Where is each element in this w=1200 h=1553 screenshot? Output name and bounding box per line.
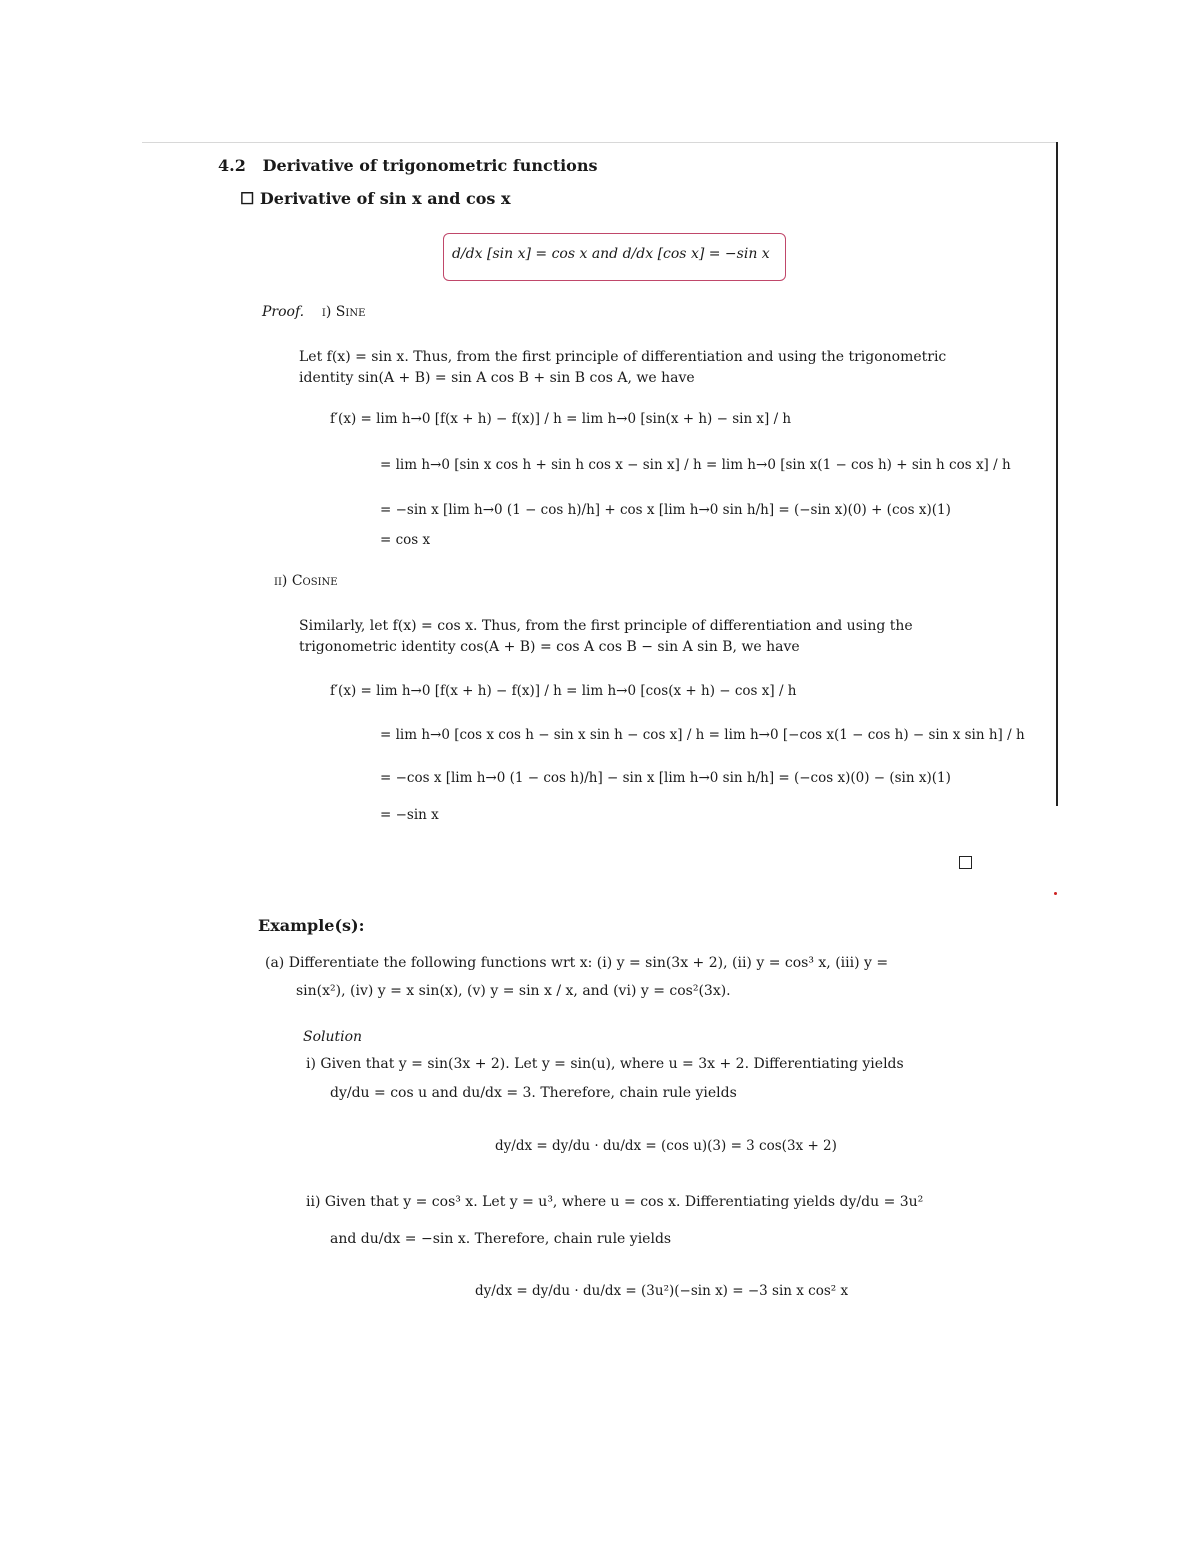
subsection-heading <box>240 189 510 208</box>
sine-label: i) Sine <box>321 304 366 320</box>
solution-ii-equation: dy/dx = dy/du · du/dx = (3u²)(−sin x) = −3 sin x cos² x <box>475 1283 849 1299</box>
cosine-intro-2: trigonometric identity cos(A + B) = cos A cos B − sin A sin B, we have <box>299 639 800 655</box>
examples-heading: Example(s): <box>258 916 365 935</box>
boxed-formula: d/dx [sin x] = cos x and d/dx [cos x] = −sin x <box>452 246 770 262</box>
sine-eq-line-2: = lim h→0 [sin x cos h + sin h cos x − sin x] / h = lim h→0 [sin x(1 − cos h) + sin h cos x] / h <box>380 457 1011 473</box>
cosine-eq-line-2: = lim h→0 [cos x cos h − sin x sin h − cos x] / h = lim h→0 [−cos x(1 − cos h) − sin x sin h] / h <box>380 727 1025 743</box>
solution-ii-line-2: and du/dx = −sin x. Therefore, chain rule yields <box>330 1231 672 1247</box>
sine-eq-line-4: = cos x <box>380 532 431 548</box>
section-number: 4.2 <box>218 156 246 175</box>
section-heading <box>218 156 597 175</box>
qed-square-icon <box>959 856 972 869</box>
cosine-intro-1: Similarly, let f(x) = cos x. Thus, from the first principle of differentiation and using the <box>299 618 913 634</box>
page-frame-top <box>142 142 1058 143</box>
example-a-line-2: sin(x²), (iv) y = x sin(x), (v) y = sin x / x, and (vi) y = cos²(3x). <box>296 983 731 999</box>
proof-header <box>262 302 365 322</box>
sine-intro-1: Let f(x) = sin x. Thus, from the first principle of differentiation and using the trigonometric <box>299 349 947 365</box>
cosine-label: ii) Cosine <box>274 573 338 589</box>
sine-eq-line-3: = −sin x [lim h→0 (1 − cos h)/h] + cos x [lim h→0 sin h/h] = (−sin x)(0) + (cos x)(1) <box>380 502 951 518</box>
solution-ii-line-1: ii) Given that y = cos³ x. Let y = u³, where u = cos x. Differentiating yields dy/du = 3u² <box>306 1194 924 1210</box>
solution-i-line-2: dy/du = cos u and du/dx = 3. Therefore, chain rule yields <box>330 1085 737 1101</box>
section-title: Derivative of trigonometric functions <box>262 156 598 175</box>
cosine-eq-line-4: = −sin x <box>380 807 439 823</box>
sine-intro-2: identity sin(A + B) = sin A cos B + sin B cos A, we have <box>299 370 695 386</box>
sine-eq-line-1: f′(x) = lim h→0 [f(x + h) − f(x)] / h = lim h→0 [sin(x + h) − sin x] / h <box>330 411 792 427</box>
checkbox-icon: ☐ <box>240 189 255 208</box>
solution-i-line-1: i) Given that y = sin(3x + 2). Let y = sin(u), where u = 3x + 2. Differentiating yields <box>306 1056 904 1072</box>
solution-i-equation: dy/dx = dy/du · du/dx = (cos u)(3) = 3 cos(3x + 2) <box>495 1138 837 1154</box>
page-frame-right <box>1056 142 1058 806</box>
proof-label: Proof. <box>262 304 305 320</box>
cosine-eq-line-3: = −cos x [lim h→0 (1 − cos h)/h] − sin x [lim h→0 sin h/h] = (−cos x)(0) − (sin x)(1) <box>380 770 951 786</box>
example-a-line-1: (a) Differentiate the following functions wrt x: (i) y = sin(3x + 2), (ii) y = cos³ x, (iii) y = <box>265 955 889 971</box>
subsection-title: Derivative of sin x and cos x <box>259 189 511 208</box>
solution-label: Solution <box>303 1029 363 1045</box>
cosine-eq-line-1: f′(x) = lim h→0 [f(x + h) − f(x)] / h = lim h→0 [cos(x + h) − cos x] / h <box>330 683 797 699</box>
red-dot-mark <box>1054 892 1057 895</box>
